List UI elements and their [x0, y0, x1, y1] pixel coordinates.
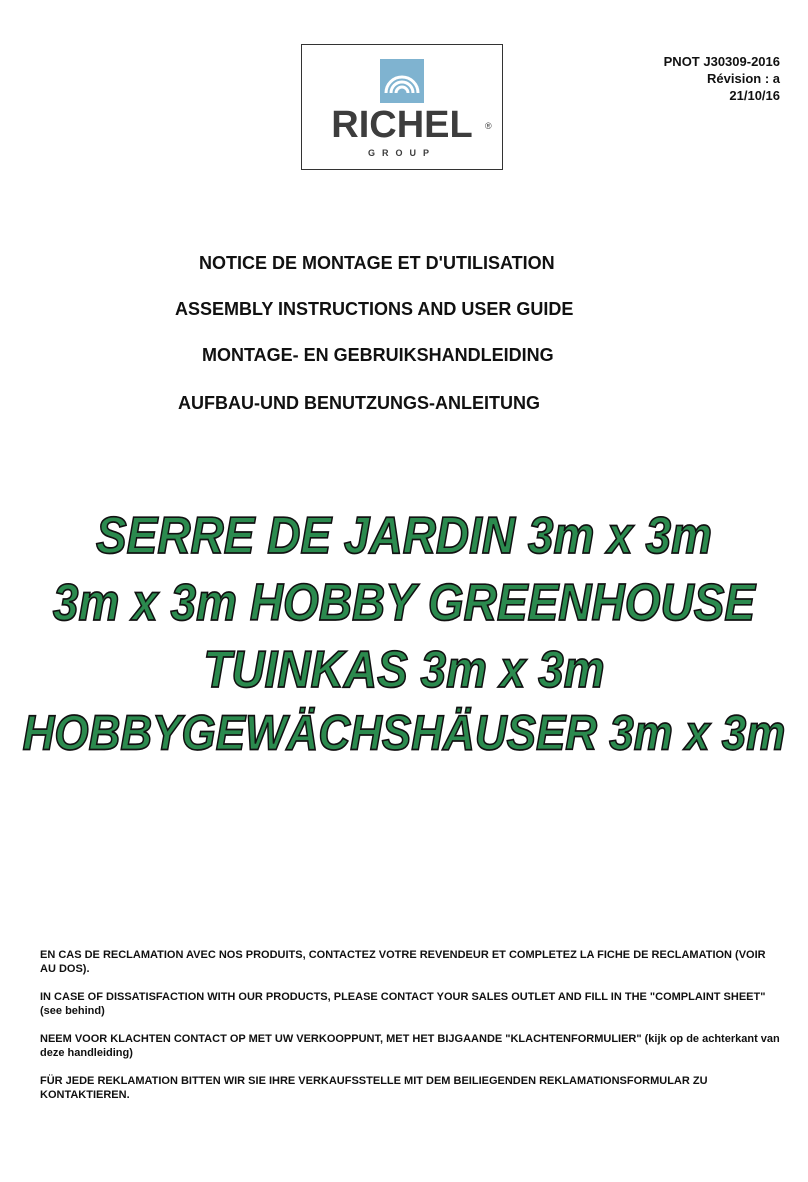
product-name-fr: SERRE DE JARDIN 3m x 3m: [95, 505, 713, 565]
reference-code: PNOT J30309-2016: [663, 54, 780, 69]
document-reference: [664, 53, 780, 104]
revision-label: Révision : a: [707, 71, 780, 86]
richel-arch-icon: [380, 59, 424, 103]
registered-mark: ®: [485, 121, 492, 131]
title-en: ASSEMBLY INSTRUCTIONS AND USER GUIDE: [175, 299, 574, 319]
note-nl: NEEM VOOR KLACHTEN CONTACT OP MET UW VERKOOPPUNT, MET HET BIJGAANDE "KLACHTENFORMULIER" (kijk op de achterkant van deze handleiding): [40, 1033, 780, 1059]
note-fr: EN CAS DE RECLAMATION AVEC NOS PRODUITS, CONTACTEZ VOTRE REVENDEUR ET COMPLETEZ LA FICHE DE RECLAMATION (VOIR AU DOS).: [40, 949, 766, 975]
logo-wordmark: RICHEL: [331, 104, 473, 146]
note-de: FÜR JEDE REKLAMATION BITTEN WIR SIE IHRE VERKAUFSSTELLE MIT DEM BEILIEGENDEN REKLAMATIONSFORMULAR ZU KONTAKTIEREN.: [40, 1075, 708, 1101]
title-de: AUFBAU-UND BENUTZUNGS-ANLEITUNG: [178, 393, 540, 413]
title-fr: NOTICE DE MONTAGE ET D'UTILISATION: [199, 253, 555, 273]
product-name-nl: TUINKAS 3m x 3m: [203, 639, 605, 699]
logo-group-text: GROUP: [367, 148, 436, 158]
title-nl: MONTAGE- EN GEBRUIKSHANDLEIDING: [202, 345, 554, 365]
complaint-notes: [40, 948, 780, 1116]
note-en: IN CASE OF DISSATISFACTION WITH OUR PRODUCTS, PLEASE CONTACT YOUR SALES OUTLET AND FILL IN THE "COMPLAINT SHEET"(see behind): [40, 991, 766, 1017]
product-name-de: HOBBYGEWÄCHSHÄUSER 3m x 3m: [22, 706, 786, 761]
product-name-en: 3m x 3m HOBBY GREENHOUSE: [52, 572, 756, 632]
revision-date: 21/10/16: [729, 88, 780, 103]
company-logo: [301, 44, 503, 170]
